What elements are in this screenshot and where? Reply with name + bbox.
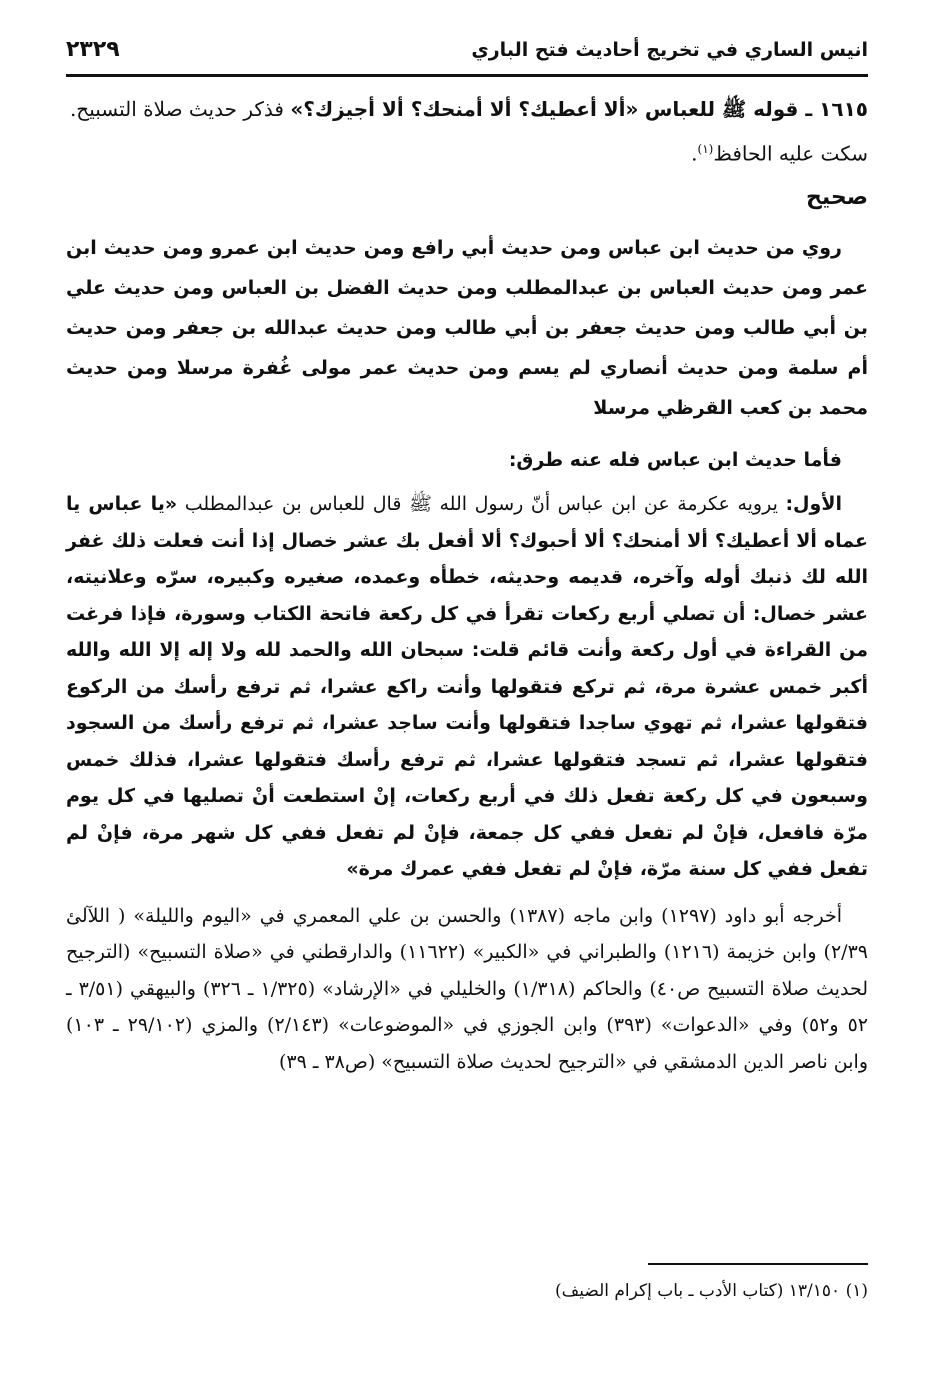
first-path-paragraph [66,486,868,888]
footnote-divider [648,1263,868,1265]
entry-rest: فذكر حديث صلاة التسبيح. [69,97,284,121]
book-title: انيس الساري في تخريج أحاديث فتح الباري [471,39,868,61]
page-body [66,30,868,1080]
hadith-entry [66,91,868,127]
header-divider [66,74,868,77]
first-path-intro: يرويه عكرمة عن ابن عباس أنّ رسول الله ﷺ قال للعباس بن عبدالمطلب [184,493,778,516]
first-path-lead: الأول: [785,493,842,516]
footnote: (١) ١٣/١٥٠ (كتاب الأدب ـ باب إكرام الضيف) [554,1281,868,1301]
page-number: ٢٣٢٩ [66,37,120,62]
narrators-paragraph: روي من حديث ابن عباس ومن حديث أبي رافع ومن حديث ابن عمرو ومن حديث ابن عمر ومن حديث العباس بن عبدالمطلب ومن حديث الفضل بن العباس ومن حديث علي بن أبي طالب ومن حديث جعفر بن أبي طالب ومن حديث عبدالله بن جعفر ومن حديث أم سلمة ومن حديث أنصاري لم يسم ومن حديث عمر مولى غُفرة مرسلا ومن حديث محمد بن كعب القرظي مرسلا [66,236,868,419]
takhrij-paragraph: أخرجه أبو داود (١٢٩٧) وابن ماجه (١٣٨٧) والحسن بن علي المعمري في «اليوم والليلة» ( اللآلئ ٢/٣٩) وابن خزيمة (١٢١٦) والطبراني في «الكبير» (١١٦٢٢) والدارقطني في «صلاة التسبيح» (الترجيح لحديث صلاة التسبيح ص٤٠) والحاكم (١/٣١٨) والخليلي في «الإرشاد» (١/٣٢٥ ـ ٣٢٦) والبيهقي (٣/٥١ ـ ٥٢ و٥٢) وفي «الدعوات» (٣٩٣) وابن الجوزي في «الموضوعات» (٢/١٤٣) والمزي (٢٩/١٠٢ ـ ١٠٣) وابن ناصر الدين الدمشقي في «الترجيح لحديث صلاة التسبيح» (ص٣٨ ـ ٣٩) [66,904,869,1073]
section-heading: فأما حديث ابن عباس فله عنه طرق: [508,448,842,471]
footnote-marker: (١) [697,142,714,156]
hadith-text: «يا عباس يا عماه ألا أعطيك؟ ألا أمنحك؟ ألا أحبوك؟ ألا أفعل بك عشر خصال إذا أنت فعلت ذلك غفر الله لك ذنبك أوله وآخره، قديمه وحديثه، خطأه وعمده، صغيره وكبيره، سرّه وعلانيته، عشر خصال: أن تصلي أربع ركعات تقرأ في كل ركعة فاتحة الكتاب وسورة، فإذا فرغت من القراءة في أول ركعة وأنت قائم قلت: سبحان الله والحمد لله ولا إله إلا الله والله أكبر خمس عشرة مرة، ثم تركع فتقولها وأنت راكع عشرا، ثم ترفع رأسك من الركوع فتقولها عشرا، ثم تهوي ساجدا فتقولها وأنت ساجد عشرا، ثم ترفع رأسك من السجود فتقولها عشرا، ثم تسجد فتقولها عشرا، ثم ترفع رأسك فتقولها عشرا، فذلك خمس وسبعون في كل ركعة تفعل ذلك في أربع ركعات، إنْ استطعت أنْ تصليها في كل يوم مرّة فافعل، فإنْ لم تفعل ففي كل جمعة، فإنْ لم تفعل ففي كل شهر مرة، فإنْ لم تفعل ففي كل سنة مرّة، فإنْ لم تفعل ففي عمرك مرة» [66,493,868,881]
running-header [66,30,868,70]
grade-heading: صحيح [806,184,868,210]
entry-quote: «ألا أعطيك؟ ألا أمنحك؟ ألا أجيزك؟» [290,97,639,121]
hafiz-remark: سكت عليه الحافظ$^{(١)}$. [691,141,868,166]
entry-number: ١٦١٥ ـ قوله ﷺ للعباس [644,97,868,121]
remark-text: سكت عليه الحافظ [713,141,868,166]
